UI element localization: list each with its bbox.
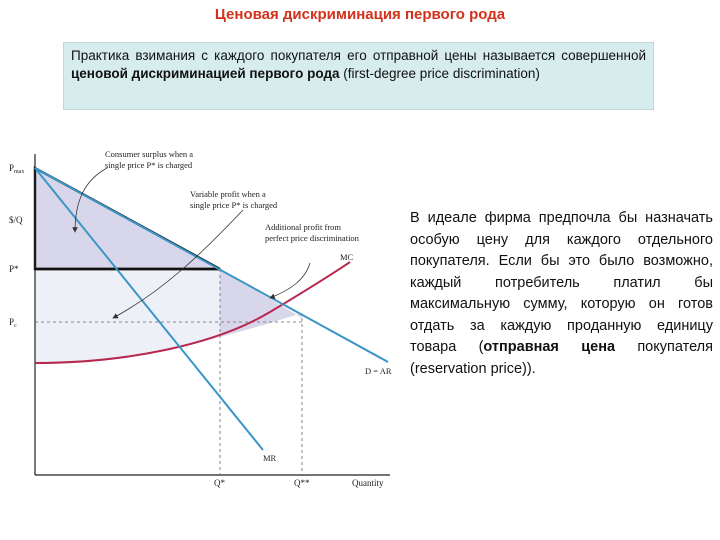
mc-label: MC	[340, 252, 354, 262]
note-consumer-surplus-2: single price P* is charged	[105, 160, 193, 170]
explanation-term: отправная цена	[483, 339, 616, 355]
tick-pc-letter: P	[9, 317, 15, 327]
note-additional-profit-2: perfect price discrimination	[265, 233, 359, 243]
explanation-part1: В идеале фирма предпочла бы назначать особую цену для каждого отдельного покупателя. Если бы это было возможно, каждый потребитель платил бы максимальную сумму, которую он готов отдать за каждую проданную единицу товара (	[410, 210, 713, 355]
tick-pstar: P*	[9, 264, 19, 274]
price-discrimination-diagram	[5, 140, 410, 500]
slide-title: Ценовая дискриминация первого рода	[214, 6, 506, 23]
diagram-svg	[5, 140, 410, 500]
y-axis-label: $/Q	[9, 215, 23, 225]
note-variable-profit-1: Variable profit when a	[190, 189, 266, 199]
tick-pmax-letter: P	[9, 163, 15, 173]
note-additional-profit-1: Additional profit from	[265, 222, 342, 232]
additional-profit-arrow	[270, 263, 310, 298]
tick-pmax	[9, 163, 24, 175]
tick-pmax-sub: max	[14, 169, 25, 175]
note-variable-profit-2: single price P* is charged	[190, 200, 278, 210]
tick-pc-sub: c	[14, 323, 17, 329]
mr-label: MR	[263, 453, 277, 463]
definition-term: ценовой дискриминацией первого рода	[71, 66, 340, 81]
x-axis-label: Quantity	[352, 478, 384, 488]
definition-text: Практика взимания с каждого покупателя его отправной цены называется совершенной	[71, 48, 646, 63]
explanation-part2: покупателя (reservation price)).	[410, 339, 713, 377]
demand-label: D = AR	[365, 366, 392, 376]
tick-qstar: Q*	[214, 478, 225, 488]
definition-english: (first-degree price discrimination)	[339, 66, 540, 81]
definition-box	[63, 42, 654, 110]
tick-qstarstar: Q**	[294, 478, 310, 488]
note-consumer-surplus-1: Consumer surplus when a	[105, 149, 194, 159]
explanation-text	[410, 208, 713, 380]
tick-pc	[9, 317, 17, 329]
